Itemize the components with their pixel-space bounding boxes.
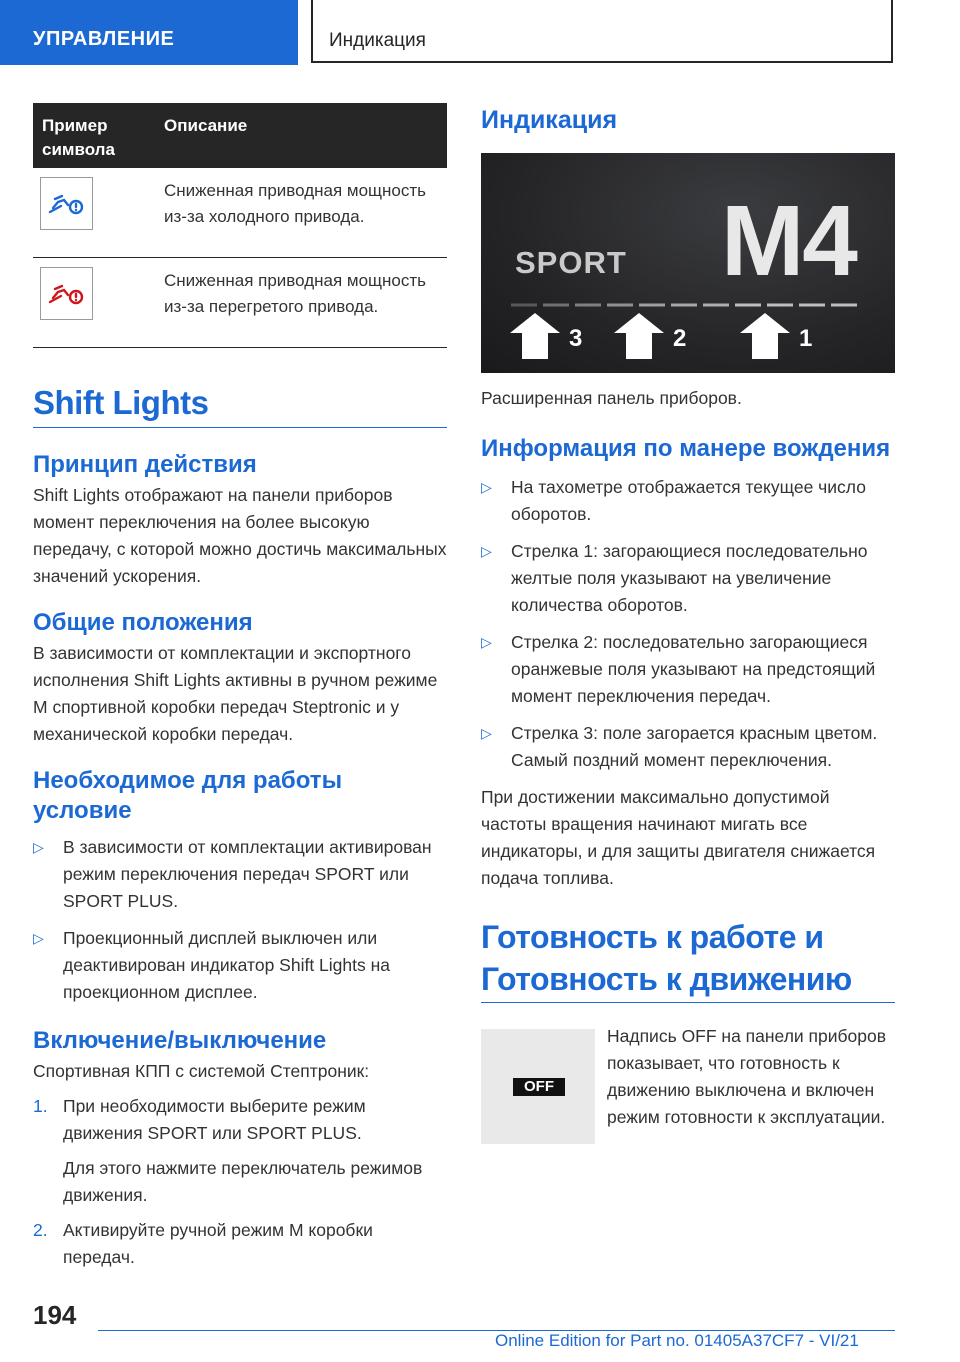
general-heading: Общие положения	[33, 609, 253, 636]
list-item: ▷ На тахометре отображается текущее число оборотов.	[481, 474, 895, 528]
chapter-title: Индикация	[329, 30, 426, 51]
arrow-up-icon	[510, 313, 560, 359]
section-tab	[0, 0, 298, 65]
onoff-heading: Включение/выключение	[33, 1027, 327, 1054]
chapter-header	[311, 0, 893, 63]
title-rule	[481, 1002, 895, 1003]
principle-heading: Принцип действия	[33, 451, 257, 478]
list-item: ▷ В зависимости от комплектации активирован режим переключения передач SPORT или SPORT PLUS.	[33, 834, 447, 915]
list-item: ▷ Стрелка 3: поле загорается красным цветом. Самый поздний момент переключения.	[481, 720, 895, 774]
left-column	[33, 103, 447, 1271]
arrow-label-1: 1	[799, 325, 813, 352]
requirements-heading: Необходимое для работы условие	[33, 767, 343, 824]
principle-text: Shift Lights отображают на панели приборов момент переключения на более высокую передачу, с которой можно достичь максимальных значений ускорения.	[33, 485, 447, 586]
bullet-triangle-icon: ▷	[481, 725, 492, 741]
onoff-text: Спортивная КПП с системой Стептроник:	[33, 1061, 370, 1081]
display-heading: Индикация	[481, 106, 618, 134]
bullet-triangle-icon: ▷	[33, 839, 44, 855]
cluster-caption: Расширенная панель приборов.	[481, 388, 742, 408]
readiness-block	[481, 1026, 895, 1149]
general-text: В зависимости от комплектации и экспортного исполнения Shift Lights активны в ручном режиме M спортивной коробки передач Steptronic и у механической коробки передач.	[33, 643, 438, 744]
sport-mode-label: SPORT	[515, 245, 627, 280]
list-item: ▷ Стрелка 2: последовательно загорающиеся оранжевые поля указывают на предстоящий момент переключения передач.	[481, 629, 895, 710]
powertrain-warning-icon	[40, 177, 93, 230]
row-description: Сниженная приводная мощность из-за холодного привода.	[164, 181, 427, 226]
max-rpm-text: При достижении максимально допустимой частоты вращения начинают мигать все индикаторы, и для защиты двигателя снижается подача топлива.	[481, 787, 876, 888]
gear-indicator: M4	[721, 185, 856, 297]
right-column	[481, 103, 895, 1149]
readiness-text: Надпись OFF на панели приборов показывает, что готовность к движению выключена и включен режим готовности к эксплуатации.	[607, 1026, 887, 1127]
arrow-label-3: 3	[569, 325, 583, 352]
col-symbol-header: Пример символа	[42, 116, 115, 159]
bullet-triangle-icon: ▷	[33, 930, 44, 946]
driving-info-heading: Информация по манере вождения	[481, 435, 891, 462]
off-badge: OFF	[513, 1078, 565, 1096]
row-description: Сниженная приводная мощность из-за перегретого привода.	[164, 271, 427, 316]
list-item: ▷ Проекционный дисплей выключен или деактивирован индикатор Shift Lights на проекционном дисплее.	[33, 925, 447, 1006]
col-desc-header: Описание	[164, 116, 248, 135]
arrow-label-2: 2	[673, 325, 687, 352]
bullet-triangle-icon: ▷	[481, 479, 492, 495]
title-rule	[33, 427, 447, 428]
page-number: 194	[33, 1300, 77, 1330]
shift-light-bar	[481, 153, 895, 373]
instrument-cluster-image	[481, 153, 895, 373]
arrow-up-icon	[740, 313, 790, 359]
edition-text: Online Edition for Part no. 01405A37CF7 - VI/21	[495, 1331, 859, 1350]
readiness-title: Готовность к работе и Готовность к движению	[481, 919, 852, 997]
shift-lights-title: Shift Lights	[33, 384, 209, 421]
off-indicator-image	[481, 1029, 595, 1144]
bullet-triangle-icon: ▷	[481, 543, 492, 559]
bullet-triangle-icon: ▷	[481, 634, 492, 650]
list-item: 1. При необходимости выберите режим движения SPORT или SPORT PLUS. Для этого нажмите переключатель режимов движения.	[33, 1096, 423, 1205]
table-row	[33, 168, 447, 258]
list-item: 2. Активируйте ручной режим M коробки передач.	[33, 1220, 373, 1267]
arrow-up-icon	[614, 313, 664, 359]
table-row	[33, 258, 447, 348]
powertrain-warning-icon	[40, 267, 93, 320]
section-title: УПРАВЛЕНИЕ	[33, 28, 175, 50]
list-item: ▷ Стрелка 1: загорающиеся последовательно желтые поля указывают на увеличение количества оборотов.	[481, 538, 895, 619]
symbol-table-header	[33, 103, 447, 168]
